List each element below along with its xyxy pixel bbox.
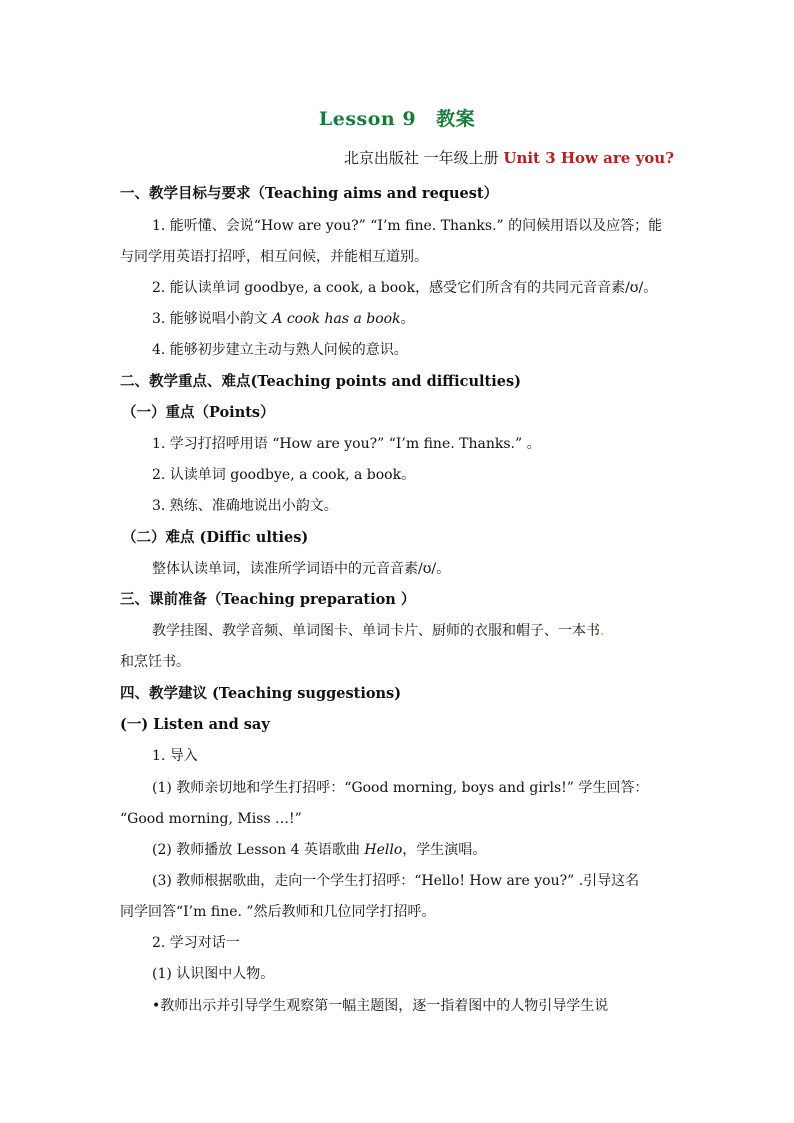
- preparation-line-1: [152, 621, 604, 641]
- step-1-item-1-line-2: “Good morning, Miss …!”: [120, 811, 302, 827]
- item-2-text: (2) 教师播放 Lesson 4 英语歌曲: [152, 842, 365, 858]
- lesson-title: [0, 104, 794, 131]
- step-1-item-2: [152, 840, 486, 860]
- aim-2: 2. 能认读单词 goodbye, a cook, a book，感受它们所含有的共同元音音素/ʊ/。: [152, 280, 658, 296]
- item-2-end: ，学生演唱。: [402, 842, 487, 858]
- subtitle: [344, 148, 674, 168]
- publisher: 北京出版社 一年级上册: [343, 149, 499, 167]
- section-3-heading: 三、课前准备（Teaching preparation ）: [120, 591, 416, 608]
- step-2-item-2: •教师出示并引导学生观察第一幅主题图，逐一指着图中的人物引导学生说: [152, 998, 609, 1014]
- difficulties-subheading: （二）难点 (Diffic ulties): [122, 529, 309, 546]
- lesson-number: Lesson 9: [318, 108, 417, 130]
- preparation-line-2: 和烹饪书。: [120, 654, 190, 670]
- section-1-heading: 一、教学目标与要求（Teaching aims and request）: [120, 185, 499, 202]
- doc-type: 教案: [436, 108, 476, 130]
- aim-4: 4. 能够初步建立主动与熟人问候的意识。: [152, 342, 408, 358]
- points-subheading: （一）重点（Points）: [122, 404, 275, 421]
- aim-3: [152, 309, 415, 329]
- aim-1-line-1: 1. 能听懂、会说“How are you?” “I’m fine. Thanks.” 的问候用语以及应答；能: [152, 218, 663, 234]
- section-2-heading: 二、教学重点、难点(Teaching points and difficulties): [120, 373, 522, 390]
- point-3: 3. 熟练、准确地说出小韵文。: [152, 498, 338, 514]
- step-1-item-3-line-2: 同学回答“I’m fine. ”然后教师和几位同学打招呼。: [120, 904, 436, 920]
- step-1-item-3-line-1: (3) 教师根据歌曲，走向一个学生打招呼：“Hello! How are you?” .引导这名: [152, 873, 640, 889]
- song-title: Hello: [364, 842, 403, 858]
- preparation-text: 教学挂图、教学音频、单词图卡、单词卡片、厨师的衣服和帽子、一本书: [152, 623, 600, 639]
- difficulty-1: 整体认读单词，读准所学词语中的元音音素/ʊ/。: [152, 561, 451, 577]
- aim-3-end: 。: [400, 311, 415, 327]
- aim-1-line-2: 与同学用英语打招呼，相互问候，并能相互道别。: [120, 249, 428, 265]
- unit-title: Unit 3 How are you?: [503, 149, 674, 167]
- section-4-heading: 四、教学建议 (Teaching suggestions): [120, 685, 402, 702]
- step-2-item-1: (1) 认识图中人物。: [152, 966, 275, 982]
- point-1: 1. 学习打招呼用语 “How are you?” “I’m fine. Thanks.” 。: [152, 436, 541, 452]
- step-2-heading: 2. 学习对话一: [152, 935, 240, 951]
- aim-3-rhyme: A cook has a book: [272, 311, 401, 327]
- point-2: 2. 认读单词 goodbye, a cook, a book。: [152, 467, 416, 483]
- aim-3-text: 3. 能够说唱小韵文: [152, 311, 273, 327]
- step-1-heading: 1. 导入: [152, 748, 198, 764]
- listen-say-subheading: (一) Listen and say: [120, 716, 270, 733]
- preparation-dot: .: [600, 623, 605, 639]
- step-1-item-1-line-1: (1) 教师亲切地和学生打招呼：“Good morning, boys and girls!” 学生回答：: [152, 780, 649, 796]
